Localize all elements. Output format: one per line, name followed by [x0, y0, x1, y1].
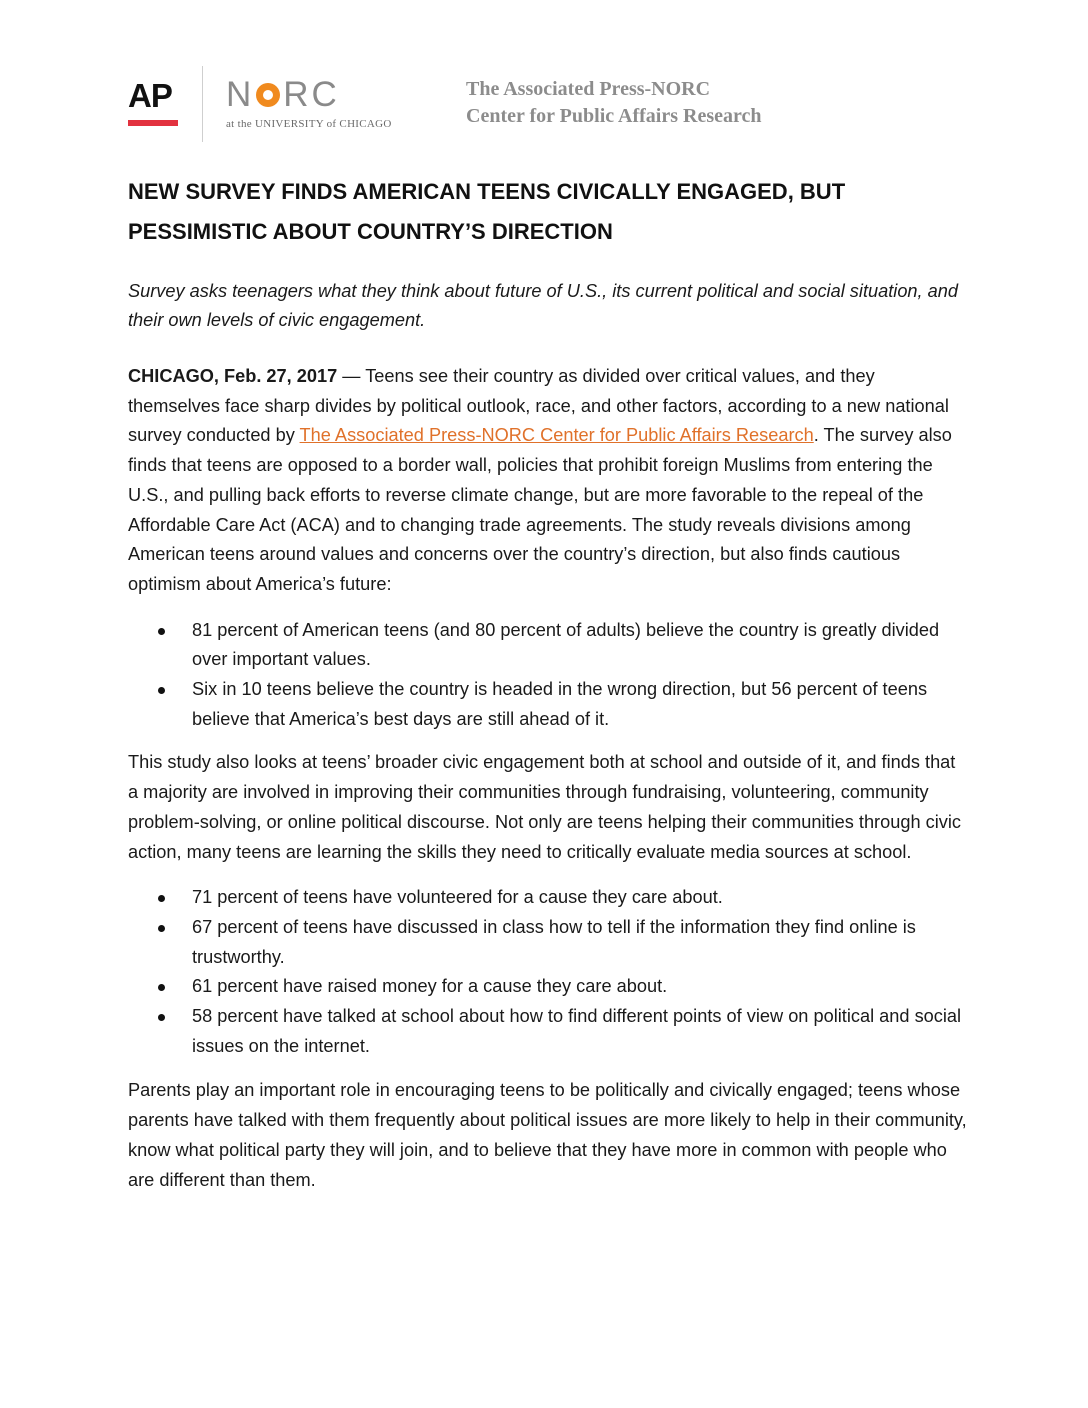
- norc-orange-o-icon: [256, 83, 280, 107]
- norc-letter-n: N: [226, 75, 255, 114]
- bullet-icon: [158, 984, 165, 991]
- headline: NEW SURVEY FINDS AMERICAN TEENS CIVICALLY ENGAGED, BUT PESSIMISTIC ABOUT COUNTRY’S DIRECTION: [128, 179, 846, 244]
- list-item-text: 61 percent have raised money for a cause they care about.: [192, 976, 668, 997]
- ap-logo: [128, 78, 182, 126]
- list-item-text: 67 percent of teens have discussed in class how to tell if the information they find online is trustworthy.: [192, 916, 916, 967]
- findings-list-1: [128, 616, 968, 735]
- list-item: [128, 972, 968, 1002]
- intro-text-before-link: — Teens see their country as divided over critical values, and they themselves face sharp divides by political outlook, race, and other factors, according to a new national survey conducted by: [128, 366, 949, 446]
- center-name-line1: The Associated Press-NORC: [466, 78, 711, 100]
- list-item-text: 71 percent of teens have volunteered for a cause they care about.: [192, 887, 723, 908]
- list-item: [128, 675, 968, 734]
- norc-wordmark: [226, 76, 426, 114]
- bullet-icon: [158, 895, 165, 902]
- list-item: [128, 616, 968, 675]
- paragraph-intro: [128, 362, 968, 600]
- bullet-icon: [158, 687, 165, 694]
- press-release-body: [128, 172, 968, 1195]
- paragraph-parents: Parents play an important role in encouraging teens to be politically and civically engaged; teens whose parents have talked with them frequently about political issues are more likely to help in their community, know what political party they will join, and to believe that they have more in common with people who are different than them.: [128, 1080, 967, 1190]
- norc-logo: [226, 76, 426, 130]
- ap-logo-text: AP: [128, 77, 172, 114]
- bullet-icon: [158, 628, 165, 635]
- list-item-text: 81 percent of American teens (and 80 percent of adults) believe the country is greatly divided over important values.: [192, 619, 940, 670]
- logo-divider: [202, 66, 203, 142]
- intro-text-after-link: . The survey also finds that teens are opposed to a border wall, policies that prohibit foreign Muslims from entering the U.S., and pulling back efforts to reverse climate change, but are more favorable to the repeal of the Affordable Care Act (ACA) and to changing trade agreements. The study reveals divisions among American teens around values and concerns over the country’s direction, but also finds cautious optimism about America’s future:: [128, 425, 952, 594]
- list-item: [128, 1002, 968, 1061]
- bullet-icon: [158, 1014, 165, 1021]
- norc-letters-rc: RC: [283, 75, 340, 114]
- center-name-line2: Center for Public Affairs Research: [466, 105, 762, 127]
- list-item-text: 58 percent have talked at school about how to find different points of view on political and social issues on the internet.: [192, 1006, 962, 1056]
- center-name: [466, 76, 762, 130]
- norc-university-subtitle: at the UNIVERSITY of CHICAGO: [226, 118, 392, 130]
- center-link[interactable]: The Associated Press-NORC Center for Public Affairs Research: [299, 425, 814, 446]
- list-item: [128, 913, 968, 972]
- dateline: CHICAGO, Feb. 27, 2017: [128, 366, 338, 386]
- subheadline: Survey asks teenagers what they think about future of U.S., its current political and social situation, and their own levels of civic engagement.: [128, 281, 959, 330]
- page-header: [128, 66, 828, 144]
- findings-list-2: [128, 883, 968, 1061]
- list-item: [128, 883, 968, 913]
- bullet-icon: [158, 925, 165, 932]
- list-item-text: Six in 10 teens believe the country is headed in the wrong direction, but 56 percent of teens believe that America’s best days are still ahead of it.: [192, 679, 928, 729]
- paragraph-civic-engagement: This study also looks at teens’ broader civic engagement both at school and outside of it, and finds that a majority are involved in improving their communities through fundraising, volunteering, community problem-solving, or online political discourse. Not only are teens helping their communities through civic action, many teens are learning the skills they need to critically evaluate media sources at school.: [128, 752, 961, 862]
- ap-logo-bar: [128, 120, 178, 126]
